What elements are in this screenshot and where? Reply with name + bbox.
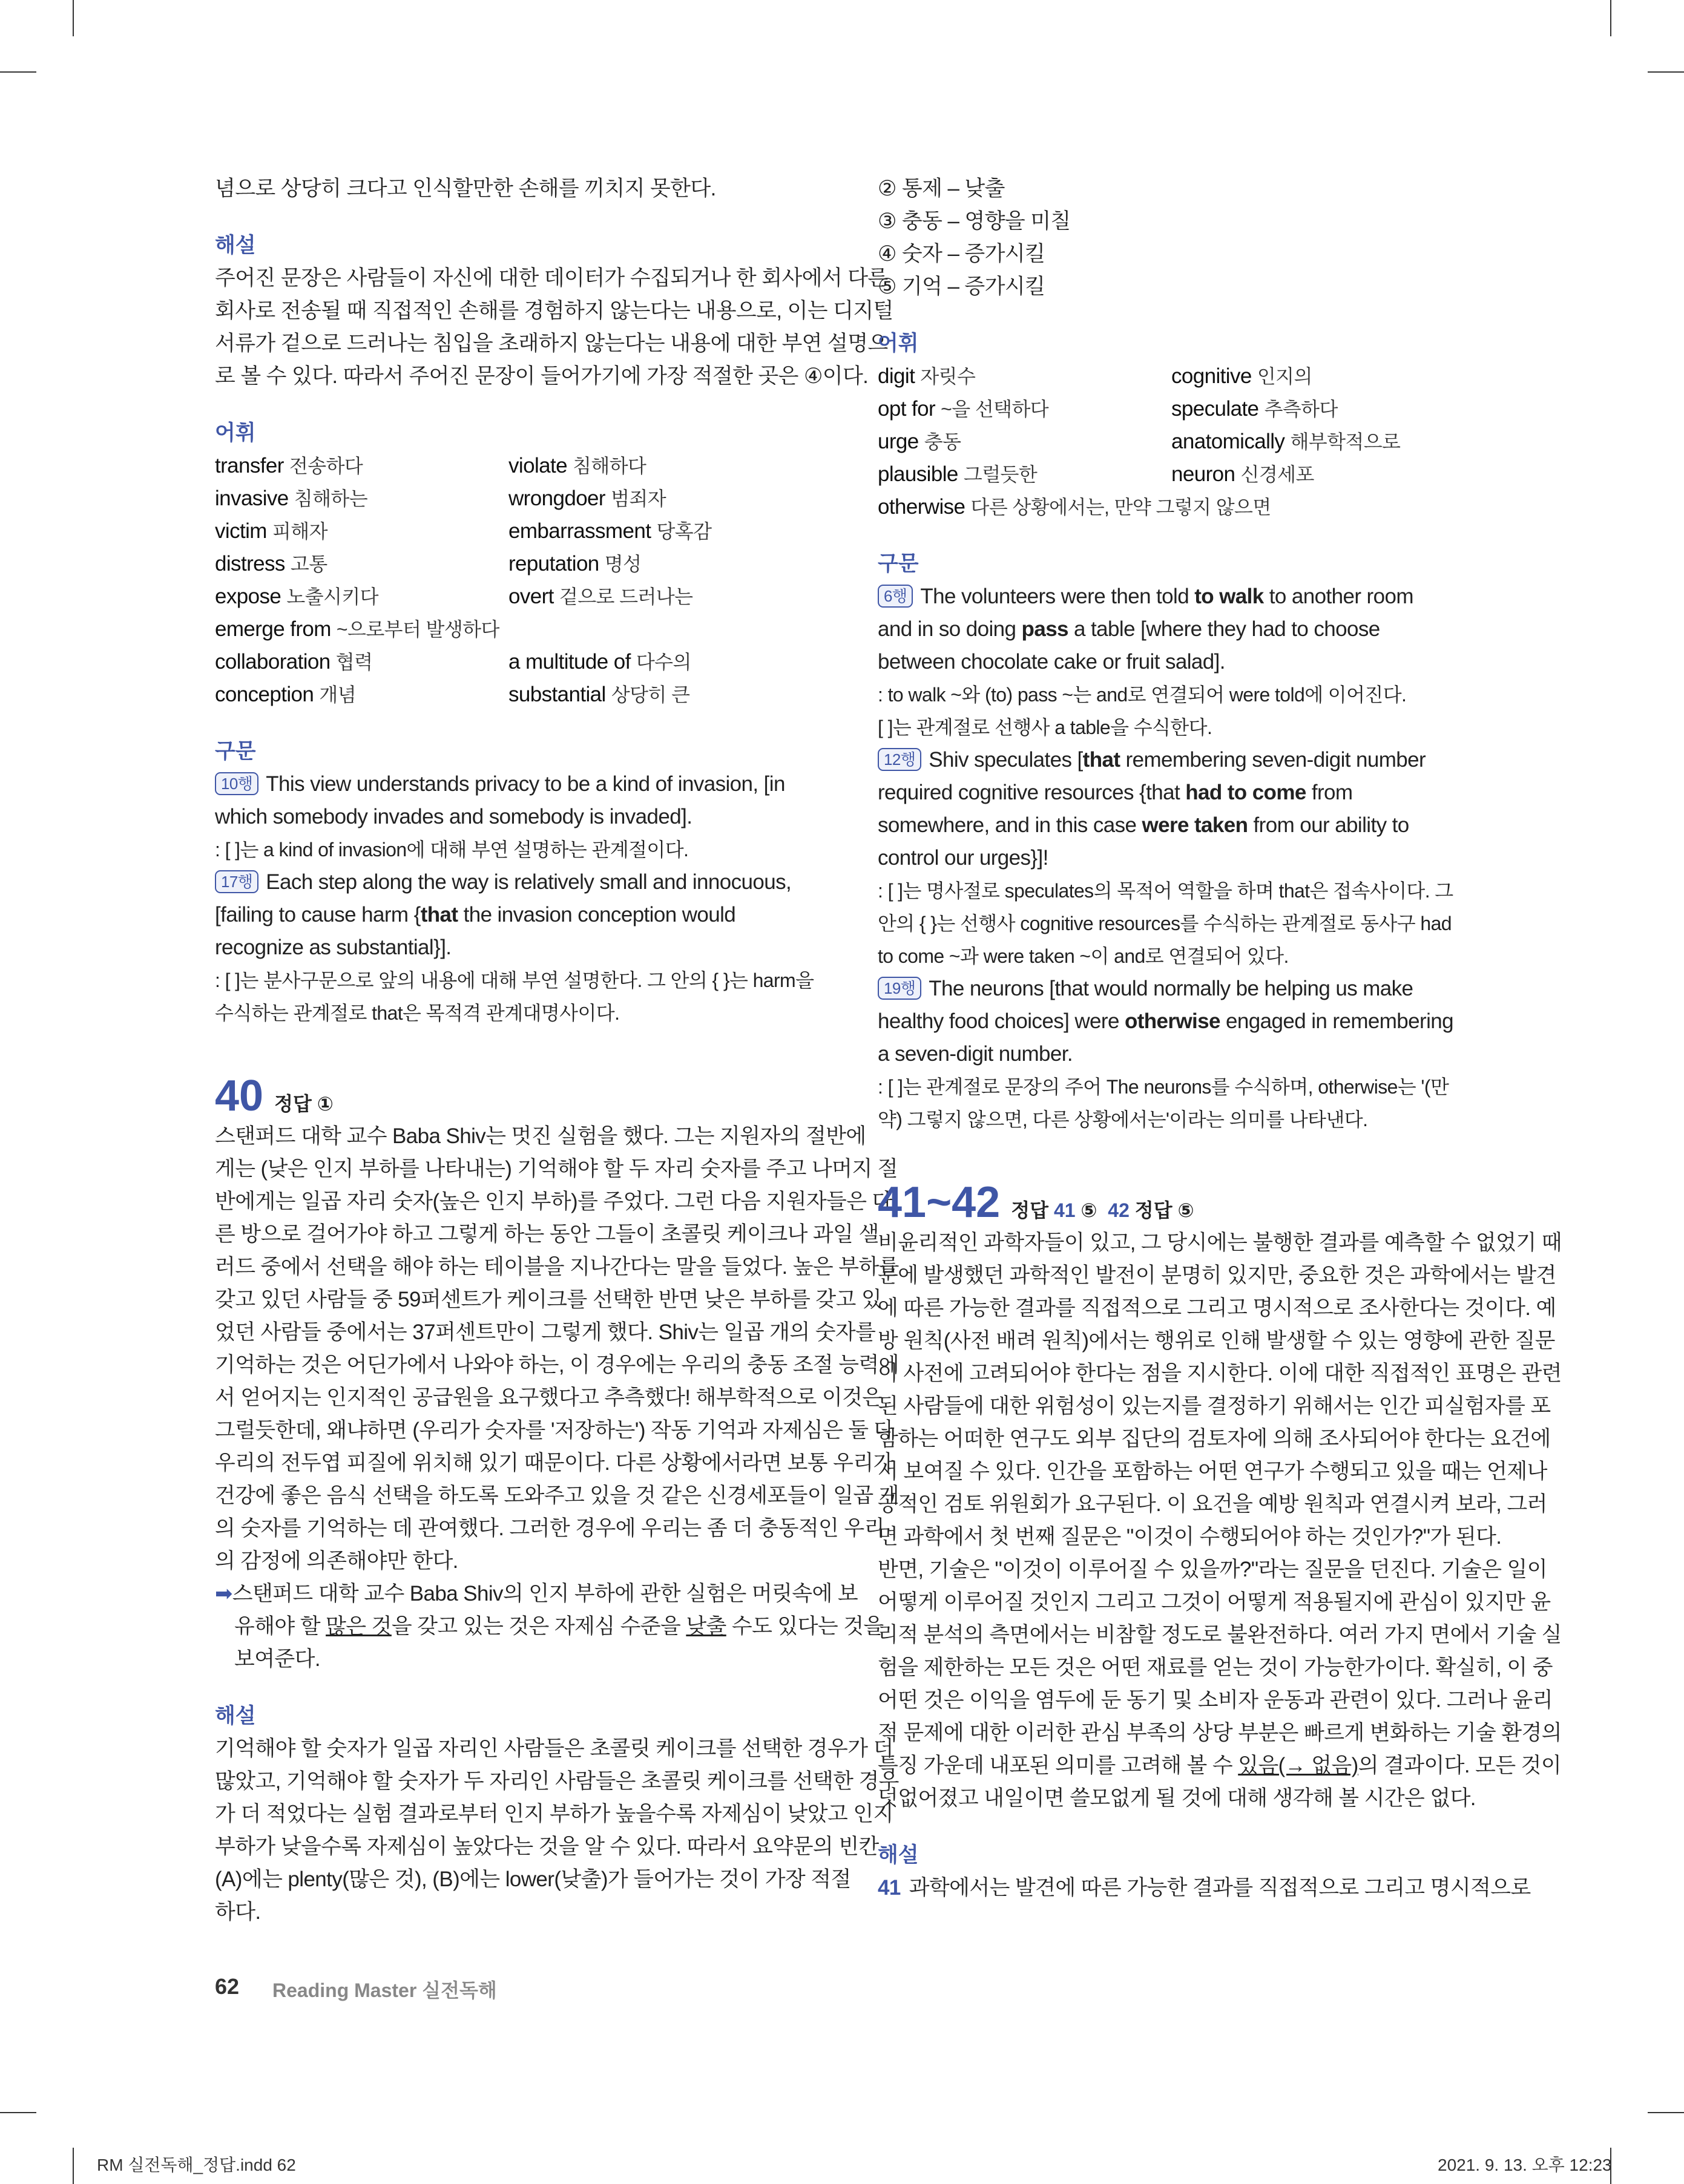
text-line: 의 감정에 의존해야만 한다.	[215, 1549, 458, 1573]
vocab-item: speculate 추측하다	[1171, 397, 1338, 421]
text-line: 기억해야 할 숫자가 일곱 자리인 사람들은 초콜릿 케이크를 선택한 경우가 더	[215, 1737, 893, 1760]
date-slug: 2021. 9. 13. 오후 12:23	[1438, 2156, 1612, 2174]
text-line: 그럴듯한데, 왜냐하면 (우리가 숫자를 '저장하는') 작동 기억과 자제심은 둘 다	[215, 1418, 894, 1442]
text-line: 반에게는 일곱 자리 숫자(높은 인지 부하)를 주었다. 그런 다음 지원자들은 다	[215, 1190, 892, 1213]
syntax-sentence: a seven-digit number.	[878, 1042, 1073, 1066]
section-heading-haeseol: 해설	[215, 1704, 256, 1728]
text-line: 회사로 전송될 때 직접적인 손해를 경험하지 않는다는 내용으로, 이는 디지털	[215, 299, 893, 323]
vocab-item: neuron 신경세포	[1171, 462, 1314, 486]
section-heading-vocab: 어휘	[215, 421, 256, 445]
crop-mark	[1610, 0, 1611, 36]
syntax-explanation: 약) 그렇지 않으면, 다른 상황에서는'이라는 의미를 나타낸다.	[878, 1109, 1368, 1130]
syntax-sentence: which somebody invades and somebody is invaded].	[215, 805, 692, 828]
vocab-item: transfer 전송하다	[215, 454, 363, 477]
text-line: 험을 제한하는 모든 것은 어떤 재료를 얻는 것이 가능한가이다. 확실히, 이 중	[878, 1656, 1553, 1679]
text-line: 덧없어졌고 내일이면 쓸모없게 될 것에 대해 생각해 볼 시간은 없다.	[878, 1786, 1476, 1810]
line-badge: 10행	[215, 772, 258, 795]
crop-mark	[1648, 71, 1684, 73]
question-40-header	[215, 1072, 807, 1120]
text-line: 비윤리적인 과학자들이 있고, 그 당시에는 불행한 결과를 예측할 수 없었기 때	[878, 1231, 1562, 1254]
text-line: 어떤 것은 이익을 염두에 둔 동기 및 소비자 운동과 관련이 있다. 그러나 윤리	[878, 1688, 1553, 1712]
text-line: 게는 (낮은 인지 부하를 나타내는) 기억해야 할 두 자리 숫자를 주고 나머지 절	[215, 1157, 898, 1181]
text-line: 함하는 어떠한 연구도 외부 집단의 검토자에 의해 조사되어야 한다는 요건에	[878, 1427, 1551, 1451]
text-line: 주어진 문장은 사람들이 자신에 대한 데이터가 수집되거나 한 회사에서 다른	[215, 266, 888, 290]
text-line: 른 방으로 걸어가야 하고 그렇게 하는 동안 그들이 초콜릿 케이크나 과일 샐	[215, 1222, 879, 1246]
text-line: 방 원칙(사전 배려 원칙)에서는 행위로 인해 발생할 수 있는 영향에 관한 질문	[878, 1329, 1555, 1353]
vocab-item: cognitive 인지의	[1171, 364, 1312, 388]
summary	[215, 1578, 884, 1676]
vocab-item: conception 개념	[215, 683, 357, 706]
vocab-list	[878, 360, 1469, 523]
right-column	[878, 172, 1562, 1904]
option-item: ③ 충동 – 영향을 미칠	[878, 209, 1071, 233]
section-heading-haeseol: 해설	[878, 1843, 919, 1867]
crop-mark	[0, 2112, 36, 2113]
vocab-item: substantial 상당히 큰	[508, 683, 690, 706]
syntax-explanation: : [ ]는 명사절로 speculates의 목적어 역할을 하며 that은 접속사이다. 그	[878, 880, 1453, 902]
file-slug: RM 실전독해_정답.indd 62	[97, 2156, 296, 2174]
line-badge: 17행	[215, 870, 258, 893]
crop-mark	[73, 2148, 74, 2184]
question-41-translation	[878, 1227, 1562, 1815]
line-badge: 19행	[878, 977, 921, 1000]
vocab-item: victim 피해자	[215, 519, 327, 543]
crop-mark	[73, 0, 74, 36]
text-line: 반면, 기술은 "이것이 이루어질 수 있을까?"라는 질문을 던진다. 기술은 일이	[878, 1558, 1547, 1581]
syntax-explanation: 안의 { }는 선행사 cognitive resources를 수식하는 관계절로 동사구 had	[878, 913, 1452, 934]
syntax-sentence: [failing to cause harm {that the invasion conception would	[215, 903, 736, 926]
vocab-item: otherwise 다른 상황에서는, 만약 그렇지 않으면	[878, 495, 1271, 519]
syntax-sentence: somewhere, and in this case were taken from our ability to	[878, 813, 1409, 837]
page-number: 62	[215, 1974, 240, 1999]
vocab-item: wrongdoer 범죄자	[508, 487, 666, 510]
text-line: (A)에는 plenty(많은 것), (B)에는 lower(낮출)가 들어가는 것이 가장 적절	[215, 1868, 851, 1891]
text-line: 문에 발생했던 과학적인 발전이 분명히 있지만, 중요한 것은 과학에서는 발견	[878, 1264, 1556, 1287]
vocab-item: a multitude of 다수의	[508, 650, 691, 674]
text-line: 서류가 겉으로 드러나는 침입을 초래하지 않는다는 내용에 대한 부연 설명으	[215, 332, 888, 355]
syntax-sentence: healthy food choices] were otherwise engaged in remembering	[878, 1009, 1453, 1033]
text-line: 부하가 낮을수록 자제심이 높았다는 것을 알 수 있다. 따라서 요약문의 빈칸	[215, 1835, 879, 1858]
vocab-item: distress 고통	[215, 552, 327, 576]
answer-label: 정답 41 ⑤ 42 정답 ⑤	[1011, 1199, 1194, 1221]
text-line: 리적 분석의 측면에서는 비참할 정도로 불완전하다. 여러 가지 면에서 기술 실	[878, 1623, 1562, 1647]
line-badge: 12행	[878, 748, 921, 771]
syntax-sentence: 12행 Shiv speculates [that remembering seven-digit number	[878, 744, 1469, 776]
question-40-translation	[215, 1120, 899, 1578]
text-line: 스탠퍼드 대학 교수 Baba Shiv는 멋진 실험을 했다. 그는 지원자의 절반에	[215, 1124, 866, 1148]
text-line: 우리의 전두엽 피질에 위치해 있기 때문이다. 다른 상황에서라면 보통 우리가	[215, 1451, 893, 1475]
syntax-block	[215, 768, 814, 1029]
vocab-item: collaboration 협력	[215, 650, 373, 674]
syntax-sentence: and in so doing pass a table [where they had to choose	[878, 617, 1380, 641]
text-line: 면 과학에서 첫 번째 질문은 "이것이 수행되어야 하는 것인가?"가 된다.	[878, 1525, 1502, 1549]
syntax-explanation: : [ ]는 a kind of invasion에 대해 부연 설명하는 관계절이다.	[215, 839, 689, 861]
crop-mark	[0, 71, 36, 73]
section-heading-vocab: 어휘	[878, 332, 919, 355]
haeseol-line: 41 과학에서는 발견에 따른 가능한 결과를 직접적으로 그리고 명시적으로	[878, 1876, 1531, 1900]
haeseol-paragraph	[215, 262, 893, 393]
vocab-item: invasive 침해하는	[215, 487, 368, 510]
syntax-sentence: between chocolate cake or fruit salad].	[878, 650, 1225, 674]
section-heading-haeseol: 해설	[215, 234, 256, 257]
syntax-sentence: recognize as substantial}].	[215, 936, 452, 959]
summary-line: 유해야 할 많은 것을 갖고 있는 것은 자제심 수준을 낮출 수도 있다는 것을	[234, 1615, 884, 1638]
crop-mark	[1648, 2112, 1684, 2113]
option-item: ② 통제 – 낮출	[878, 177, 1005, 200]
intro-line: 념으로 상당히 크다고 인식할만한 손해를 끼치지 못한다.	[215, 177, 716, 200]
syntax-explanation: to come ~과 were taken ~이 and로 연결되어 있다.	[878, 945, 1289, 967]
text-line: 하다.	[215, 1900, 261, 1924]
question-number: 41~42	[878, 1178, 1001, 1227]
text-line: 었던 사람들 중에서는 37퍼센트만이 그렇게 했다. Shiv는 일곱 개의 숫자를	[215, 1320, 876, 1344]
vocab-item: overt 겉으로 드러나는	[508, 585, 693, 608]
syntax-explanation: : [ ]는 분사구문으로 앞의 내용에 대해 부연 설명한다. 그 안의 { }는 harm을	[215, 969, 814, 991]
text-line: 서 보여질 수 있다. 인간을 포함하는 어떤 연구가 수행되고 있을 때는 언제나	[878, 1460, 1547, 1483]
text-line: 에 따른 가능한 결과를 직접적으로 그리고 명시적으로 조사한다는 것이다. 예	[878, 1296, 1556, 1320]
syntax-explanation: [ ]는 관계절로 선행사 a table을 수식한다.	[878, 717, 1212, 738]
option-item: ⑤ 기억 – 증가시킬	[878, 275, 1045, 298]
question-number: 40	[215, 1072, 264, 1120]
vocab-item: digit 자릿수	[878, 364, 976, 388]
syntax-sentence: 17행 Each step along the way is relatively small and innocuous,	[215, 866, 807, 899]
text-line: 많았고, 기억해야 할 숫자가 두 자리인 사람들은 초콜릿 케이크를 선택한 경우	[215, 1769, 899, 1793]
syntax-sentence: required cognitive resources {that had to come from	[878, 781, 1353, 804]
text-line: 가 더 적었다는 실험 결과로부터 인지 부하가 높을수록 자제심이 낮았고 인지	[215, 1802, 893, 1826]
syntax-explanation: : to walk ~와 (to) pass ~는 and로 연결되어 were told에 이어진다.	[878, 684, 1407, 706]
vocab-item: emerge from ~으로부터 발생하다	[215, 617, 499, 641]
text-line: 특징 가운데 내포된 의미를 고려해 볼 수 있음(→ 없음)의 결과이다. 모든 것이	[878, 1754, 1562, 1777]
syntax-block	[878, 580, 1469, 1136]
question-41-42-header	[878, 1178, 1469, 1227]
text-line: 적 문제에 대한 이러한 관심 부족의 상당 부분은 빠르게 변화하는 기술 환경의	[878, 1721, 1562, 1745]
text-line: 갖고 있던 사람들 중 59퍼센트가 케이크를 선택한 반면 낮은 부하를 갖고 있	[215, 1288, 882, 1311]
summary-line: ➡스탠퍼드 대학 교수 Baba Shiv의 인지 부하에 관한 실험은 머릿속에 보	[215, 1582, 858, 1605]
text-line: 러드 중에서 선택을 해야 하는 테이블을 지나간다는 말을 들었다. 높은 부하를	[215, 1255, 899, 1279]
text-line: 서 얻어지는 인지적인 공급원을 요구했다고 추측했다! 해부학적으로 이것은	[215, 1386, 883, 1409]
text-line: 건강에 좋은 음식 선택을 하도록 도와주고 있을 것 같은 신경세포들이 일곱 개	[215, 1484, 899, 1507]
text-line: 의 숫자를 기억하는 데 관여했다. 그러한 경우에 우리는 좀 더 충동적인 우리	[215, 1517, 884, 1540]
syntax-explanation: 수식하는 관계절로 that은 목적격 관계대명사이다.	[215, 1002, 620, 1024]
vocab-item: embarrassment 당혹감	[508, 519, 712, 543]
vocab-item: plausible 그럴듯한	[878, 462, 1038, 486]
vocab-item: anatomically 해부학적으로	[1171, 430, 1401, 453]
text-line: 이 사전에 고려되어야 한다는 점을 지시한다. 이에 대한 직접적인 표명은 관련	[878, 1362, 1562, 1385]
syntax-sentence: 19행 The neurons [that would normally be helping us make	[878, 972, 1469, 1005]
vocab-item: urge 충동	[878, 430, 961, 453]
vocab-item: reputation 명성	[508, 552, 642, 576]
syntax-explanation: : [ ]는 관계절로 문장의 주어 The neurons를 수식하며, otherwise는 '(만	[878, 1076, 1449, 1098]
section-heading-syntax: 구문	[878, 552, 919, 576]
book-title: Reading Master 실전독해	[272, 1979, 497, 2001]
arrow-right-icon: ➡	[215, 1582, 232, 1605]
vocab-item: expose 노출시키다	[215, 585, 378, 608]
answer-options	[878, 172, 1469, 303]
summary-line: 보여준다.	[234, 1647, 320, 1671]
text-line: 기억하는 것은 어딘가에서 나와야 하는, 이 경우에는 우리의 충동 조절 능력에	[215, 1353, 899, 1377]
text-line: 로 볼 수 있다. 따라서 주어진 문장이 들어가기에 가장 적절한 곳은 ④이다.	[215, 364, 869, 388]
text-line: 어떻게 이루어질 것인지 그리고 그것이 어떻게 적용될지에 관심이 있지만 윤	[878, 1590, 1551, 1614]
syntax-sentence: 10행 This view understands privacy to be a kind of invasion, [in	[215, 768, 807, 801]
syntax-sentence: control our urges}]!	[878, 846, 1048, 870]
text-line: 된 사람들에 대한 위험성이 있는지를 결정하기 위해서는 인간 피실험자를 포	[878, 1394, 1551, 1418]
answer-label: 정답 ①	[274, 1093, 334, 1115]
line-badge: 6행	[878, 585, 913, 608]
syntax-sentence: 6행 The volunteers were then told to walk to another room	[878, 580, 1469, 613]
vocab-item: violate 침해하다	[508, 454, 646, 477]
option-item: ④ 숫자 – 증가시킬	[878, 242, 1045, 266]
vocab-item: opt for ~을 선택하다	[878, 397, 1049, 421]
vocab-list	[215, 450, 807, 711]
text-line: 공적인 검토 위원회가 요구된다. 이 요건을 예방 원칙과 연결시켜 보라, 그러	[878, 1492, 1547, 1516]
section-heading-syntax: 구문	[215, 739, 256, 763]
